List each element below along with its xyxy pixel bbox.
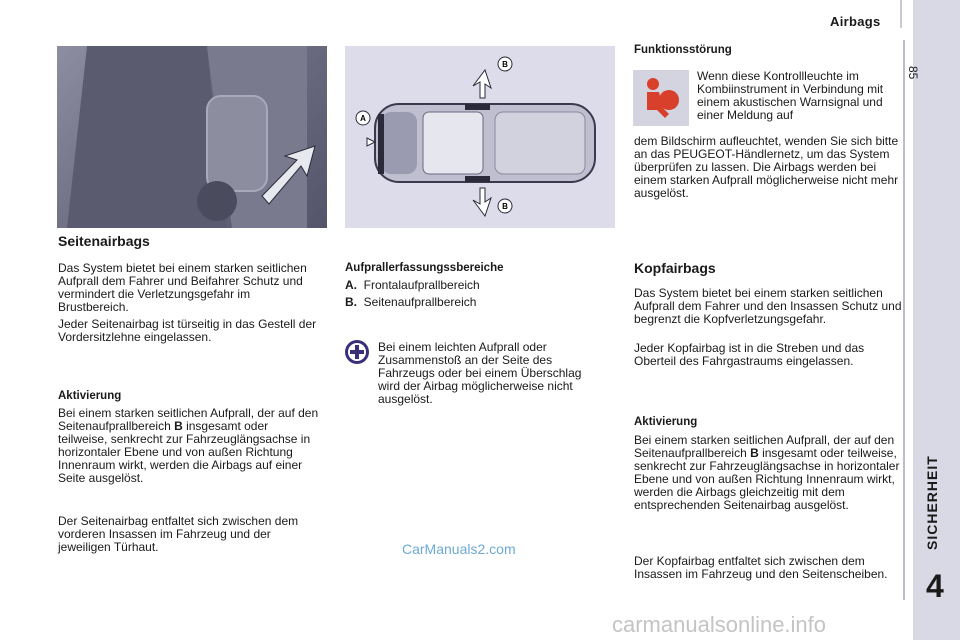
seat-airbag-photo [57,46,327,228]
info-note: Bei einem leichten Aufprall oder Zusammenstoß an der Seite des Fahrzeugs oder bei einem Überschlag wird der Airbag möglicherweise nicht ausgelöst. [378,340,582,406]
paragraph: dem Bildschirm aufleuchtet, wenden Sie sich bitte an das PEUGEOT-Händlernetz, um das System überprüfen zu lassen. Die Airbags werden bei einem starken Aufprall möglicherweise nicht mehr ausgelöst. [634,134,899,200]
paragraph: Jeder Seitenairbag ist türseitig in das Gestell der Vordersitzlehne eingelassen. [58,317,317,344]
watermark-right: carmanualsonline.info [612,612,827,637]
car-impact-zones-diagram [345,46,615,228]
chapter-number: 4 [926,568,944,604]
zone-label-a: A [360,114,366,123]
paragraph: Wenn diese Kontrollleuchte im Kombiinstrument in Verbindung mit einem akustischen Warnsignal und einer Meldung auf [697,69,884,122]
zone-b-ref: B [174,419,183,433]
paragraph: Jeder Kopfairbag ist in die Streben und das Oberteil des Fahrgastraums eingelassen. [634,341,865,368]
section-heading-seitenairbags: Seitenairbags [58,233,150,249]
zone-label-b-bottom: B [502,202,508,211]
plus-info-icon [344,339,370,365]
paragraph: Bei einem starken seitlichen Aufprall, der auf den Seitenaufprallbereich B insgesamt oder teilweise, senkrecht zur Fahrzeuglängsachse in horizontaler Ebene und von außen Richtung Innenraum wirkt, werden die Airbags auf einer Seite ausgelöst. [58,406,319,485]
paragraph: Das System bietet bei einem starken seitlichen Aufprall dem Fahrer und Beifahrer Schutz und vermindert die Verletzungsgefahr im Brustbereich. [58,261,307,314]
paragraph: Der Seitenairbag entfaltet sich zwischen dem vorderen Insassen im Fahrzeug und der jeweiligen Türhaut. [58,514,299,554]
zone-b-ref: B [750,446,759,460]
watermark-left[interactable]: CarManuals2.com [402,541,516,557]
zone-list-item: A. Frontalaufprallbereich [345,278,480,292]
section-label: SICHERHEIT [924,455,940,550]
zone-label-b-top: B [502,60,508,69]
page-number: 85 [906,66,920,80]
subheading-aktivierung: Aktivierung [634,416,698,428]
airbag-warning-light-icon [633,70,689,126]
car-top-view [345,46,615,228]
seat-illustration [57,46,327,228]
page-title: Airbags [830,14,881,29]
subheading-aufprall: Aufprallerfassungssbereiche [345,262,504,274]
zone-list-item: B. Seitenaufprallbereich [345,295,477,309]
paragraph: Der Kopfairbag entfaltet sich zwischen dem Insassen im Fahrzeug und den Seitenscheiben. [634,554,888,581]
paragraph: Bei einem starken seitlichen Aufprall, der auf den Seitenaufprallbereich B insgesamt oder teilweise, senkrecht zur Fahrzeuglängsachse in horizontaler Ebene und von außen Richtung Innenraum wirkt, werden die Airbags gleichzeitig mit dem entsprechenden Seitenairbag ausgelöst. [634,433,900,512]
section-heading-kopfairbags: Kopfairbags [634,260,716,276]
paragraph: Das System bietet bei einem starken seitlichen Aufprall dem Fahrer und den Insassen Schutz und begrenzt die Kopfverletzungsgefahr. [634,286,902,326]
subheading-funktionsstoerung: Funktionsstörung [634,44,732,56]
header-divider [900,0,902,28]
subheading-aktivierung: Aktivierung [58,390,122,402]
